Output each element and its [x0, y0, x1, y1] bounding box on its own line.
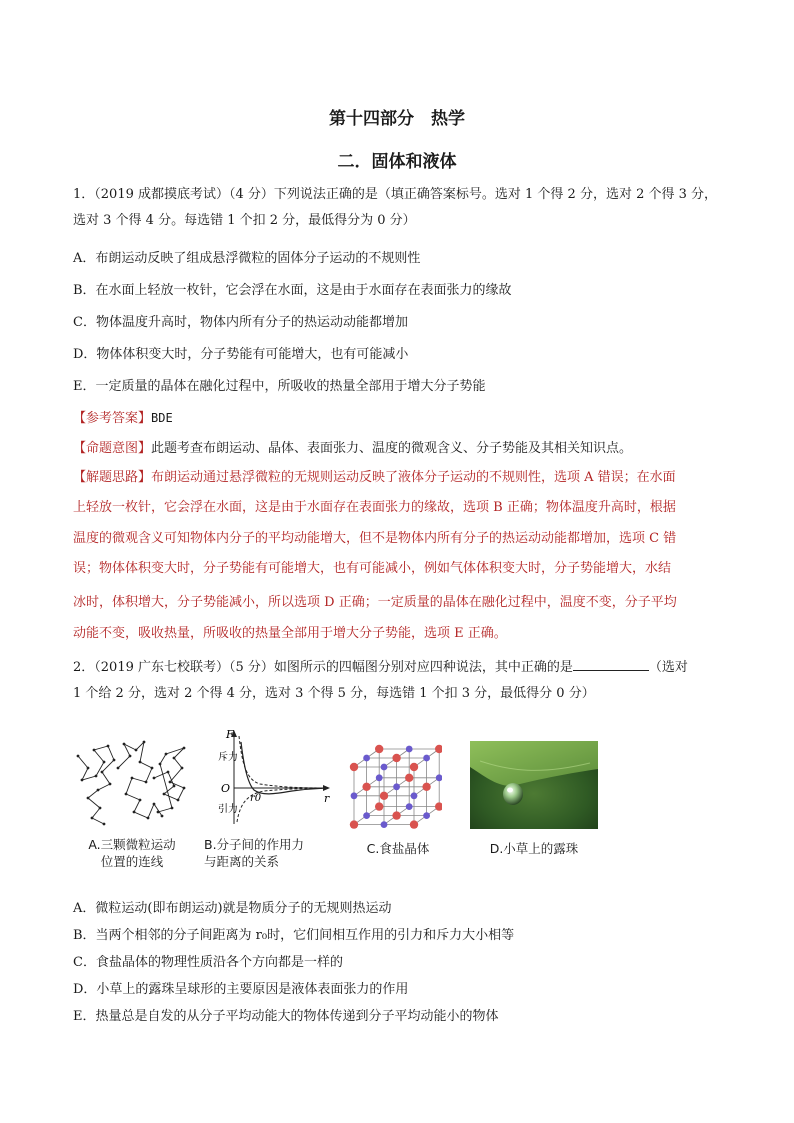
label-F: F — [226, 728, 234, 741]
q2-option-b: B．当两个相邻的分子间距离为 r₀时，它们间相互作用的引力和斥力大小相等 — [73, 928, 515, 943]
caption-b-line2: 与距离的关系 — [204, 854, 280, 869]
caption-a-line2: 位置的连线 — [100, 854, 164, 869]
intent-text: 此题考查布朗运动、晶体、表面张力、温度的微观含义、分子势能及其相关知识点。 — [151, 441, 633, 456]
sodium-ion — [406, 746, 413, 753]
lattice-atoms — [350, 745, 442, 829]
net-force-curve — [241, 742, 324, 794]
q2-option-e: E．热量总是自发的从分子平均动能大的物体传递到分子平均动能小的物体 — [73, 1009, 499, 1024]
label-attraction-text: 引力 — [218, 804, 238, 815]
label-attraction — [218, 802, 238, 815]
q2-stem-line1 — [73, 658, 723, 677]
q1-option-b: B．在水面上轻放一枚针，它会浮在水面，这是由于水面存在表面张力的缘故 — [73, 283, 512, 298]
chloride-ion — [405, 774, 413, 782]
figure-salt-crystal — [346, 735, 442, 831]
q1-analysis-line6: 动能不变，吸收热量，所吸收的热量全部用于增大分子势能，选项 E 正确。 — [73, 626, 507, 641]
analysis-label: 【解题思路】 — [73, 470, 152, 485]
part-title: 第十四部分 热学 — [329, 109, 465, 129]
chloride-ion — [350, 763, 358, 771]
q1-stem-line2: 选对 3 个得 4 分。每选错 1 个扣 2 分，最低得分为 0 分） — [73, 213, 416, 228]
figure-force-distance — [212, 728, 332, 828]
q1-option-a: A．布朗运动反映了组成悬浮微粒的固体分子运动的不规则性 — [73, 251, 421, 266]
q1-option-d: D．物体体积变大时，分子势能有可能增大，也有可能减小 — [73, 347, 409, 362]
label-repulsion — [218, 750, 238, 763]
sodium-ion — [393, 783, 400, 790]
figure-dewdrop-photo — [470, 741, 598, 829]
caption-a-line1: A.三颗微粒运动 — [88, 837, 176, 852]
caption-c: C.食盐晶体 — [366, 841, 430, 856]
section-title: 二．固体和液体 — [337, 152, 457, 172]
q1-answer — [73, 409, 723, 428]
chloride-ion — [422, 783, 430, 791]
label-repulsion-text: 斥力 — [218, 752, 238, 763]
repulsion-curve — [239, 736, 324, 788]
label-r0: r0 — [250, 793, 262, 804]
q1-intent — [73, 440, 723, 458]
q1-analysis-line2: 上轻放一枚针，它会浮在水面，这是由于水面存在表面张力的缘故，选项 B 正确；物体温度升高时，根据 — [73, 500, 676, 515]
chloride-ion — [375, 745, 383, 753]
q1-analysis-line3: 温度的微观含义可知物体内分子的平均动能增大，但不是物体内所有分子的热运动动能都增加，选项 C 错 — [73, 531, 677, 546]
dewdrop — [503, 783, 523, 805]
caption-a — [76, 836, 188, 870]
answer-blank — [573, 658, 649, 671]
q1-stem-line1: 1．（2019 成都摸底考试）（4 分）下列说法正确的是（填正确答案标号。选对 1 个得 2 分，选对 2 个得 3 分， — [73, 187, 718, 202]
sodium-ion — [351, 792, 358, 799]
sodium-ion — [423, 812, 430, 819]
label-r: r — [324, 792, 330, 805]
sodium-ion — [381, 821, 388, 828]
brownian-path-2 — [118, 742, 162, 818]
sodium-ion — [381, 764, 388, 771]
sodium-ion — [376, 774, 383, 781]
brownian-path-3 — [154, 748, 184, 812]
brownian-path-1 — [78, 746, 114, 824]
label-O: O — [221, 782, 231, 795]
q2-option-c: C．食盐晶体的物理性质沿各个方向都是一样的 — [73, 955, 343, 970]
q2-stem-line2: 1 个给 2 分，选对 2 个得 4 分，选对 3 个得 5 分，每选错 1 个扣 3 分，最低得分 0 分） — [73, 686, 595, 701]
chloride-ion — [375, 802, 383, 810]
sodium-ion — [423, 755, 430, 762]
chloride-ion — [435, 802, 442, 810]
q1-analysis-line1 — [73, 469, 723, 487]
caption-b — [204, 836, 328, 870]
sodium-ion — [363, 812, 370, 819]
x-axis-arrow — [323, 785, 330, 791]
intent-label: 【命题意图】 — [73, 441, 152, 456]
q1-analysis-line4: 误；物体体积变大时，分子势能有可能增大，也有可能减小，例如气体体积变大时，分子势能增大，水结 — [73, 561, 672, 576]
chloride-ion — [410, 820, 418, 828]
q2-stem-tail: （选对 — [648, 660, 688, 675]
caption-b-line1: B.分子间的作用力 — [204, 837, 305, 852]
chloride-ion — [435, 745, 442, 753]
chloride-ion — [392, 811, 400, 819]
q2-option-d: D．小草上的露珠呈球形的主要原因是液体表面张力的作用 — [73, 982, 409, 997]
chloride-ion — [380, 792, 388, 800]
sodium-ion — [406, 803, 413, 810]
sodium-ion — [411, 792, 418, 799]
chloride-ion — [350, 820, 358, 828]
q1-option-c: C．物体温度升高时，物体内所有分子的热运动动能都增加 — [73, 315, 408, 330]
answer-label: 【参考答案】 — [73, 411, 152, 426]
q2-stem-text: 2．（2019 广东七校联考）（5 分）如图所示的四幅图分别对应四种说法，其中正确的是 — [73, 660, 573, 675]
q1-analysis-line5: 冰时，体积增大，分子势能减小，所以选项 D 正确；一定质量的晶体在融化过程中，温度不变，分子平均 — [73, 595, 677, 610]
chloride-ion — [392, 754, 400, 762]
answer-value: BDE — [151, 411, 173, 425]
q1-option-e: E．一定质量的晶体在融化过程中，所吸收的热量全部用于增大分子势能 — [73, 379, 486, 394]
chloride-ion — [410, 763, 418, 771]
sodium-ion — [436, 774, 442, 781]
chloride-ion — [362, 783, 370, 791]
q2-option-a: A．微粒运动(即布朗运动)就是物质分子的无规则热运动 — [73, 901, 392, 916]
figure-brownian-paths — [74, 738, 189, 828]
analysis-text-1: 布朗运动通过悬浮微粒的无规则运动反映了液体分子运动的不规则性，选项 A 错误；在水面 — [151, 470, 676, 485]
caption-d: D.小草上的露珠 — [489, 841, 579, 856]
sodium-ion — [363, 755, 370, 762]
